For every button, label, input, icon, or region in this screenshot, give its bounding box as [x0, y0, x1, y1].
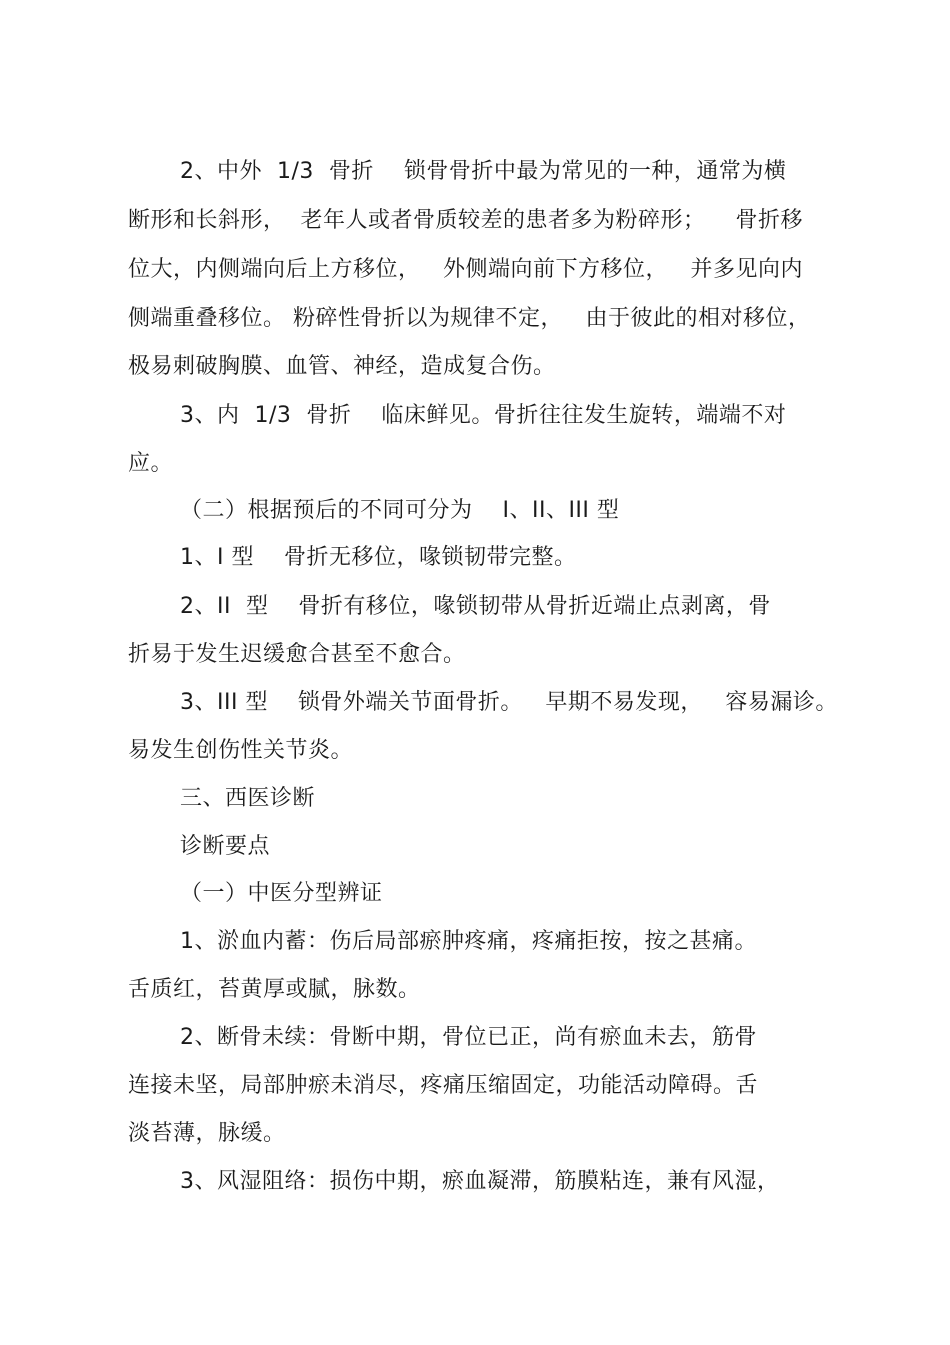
section-heading: 三、西医诊断	[180, 786, 316, 811]
text-line: 应。	[128, 451, 174, 476]
section-heading: 诊断要点	[180, 834, 271, 859]
text-line: 2、II 型 骨折有移位，喙锁韧带从骨折近端止点剥离，骨	[180, 594, 771, 619]
text-line: 连接未坚，局部肿瘀未消尽，疼痛压缩固定，功能活动障碍。舌	[128, 1073, 759, 1098]
section-heading: （一）中医分型辨证	[180, 881, 383, 906]
text-line: 2、断骨未续：骨断中期，骨位已正，尚有瘀血未去，筋骨	[180, 1025, 757, 1050]
text-line: 3、风湿阻络：损伤中期，瘀血凝滞，筋膜粘连，兼有风湿，	[180, 1169, 780, 1194]
text-line: 2、中外 1/3 骨折 锁骨骨折中最为常见的一种，通常为横	[180, 159, 787, 184]
text-line: 折易于发生迟缓愈合甚至不愈合。	[128, 642, 466, 667]
text-line: 1、淤血内蓄：伤后局部瘀肿疼痛，疼痛拒按，按之甚痛。	[180, 929, 757, 954]
text-line: 位大，内侧端向后上方移位， 外侧端向前下方移位， 并多见向内	[128, 257, 803, 282]
text-line: 极易刺破胸膜、血管、神经，造成复合伤。	[128, 354, 556, 379]
text-line: 侧端重叠移位。 粉碎性骨折以为规律不定， 由于彼此的相对移位，	[128, 306, 811, 331]
text-line: 易发生创伤性关节炎。	[128, 738, 354, 763]
text-line: 淡苔薄，脉缓。	[128, 1121, 286, 1146]
section-heading: （二）根据预后的不同可分为 I、II、III 型	[180, 498, 620, 523]
text-line: 1、I 型 骨折无移位，喙锁韧带完整。	[180, 545, 577, 570]
text-line: 断形和长斜形， 老年人或者骨质较差的患者多为粉碎形； 骨折移	[128, 208, 803, 233]
text-line: 3、内 1/3 骨折 临床鲜见。骨折往往发生旋转，端端不对	[180, 403, 787, 428]
text-line: 舌质红，苔黄厚或腻，脉数。	[128, 977, 421, 1002]
text-line: 3、III 型 锁骨外端关节面骨折。 早期不易发现， 容易漏诊。	[180, 690, 838, 715]
